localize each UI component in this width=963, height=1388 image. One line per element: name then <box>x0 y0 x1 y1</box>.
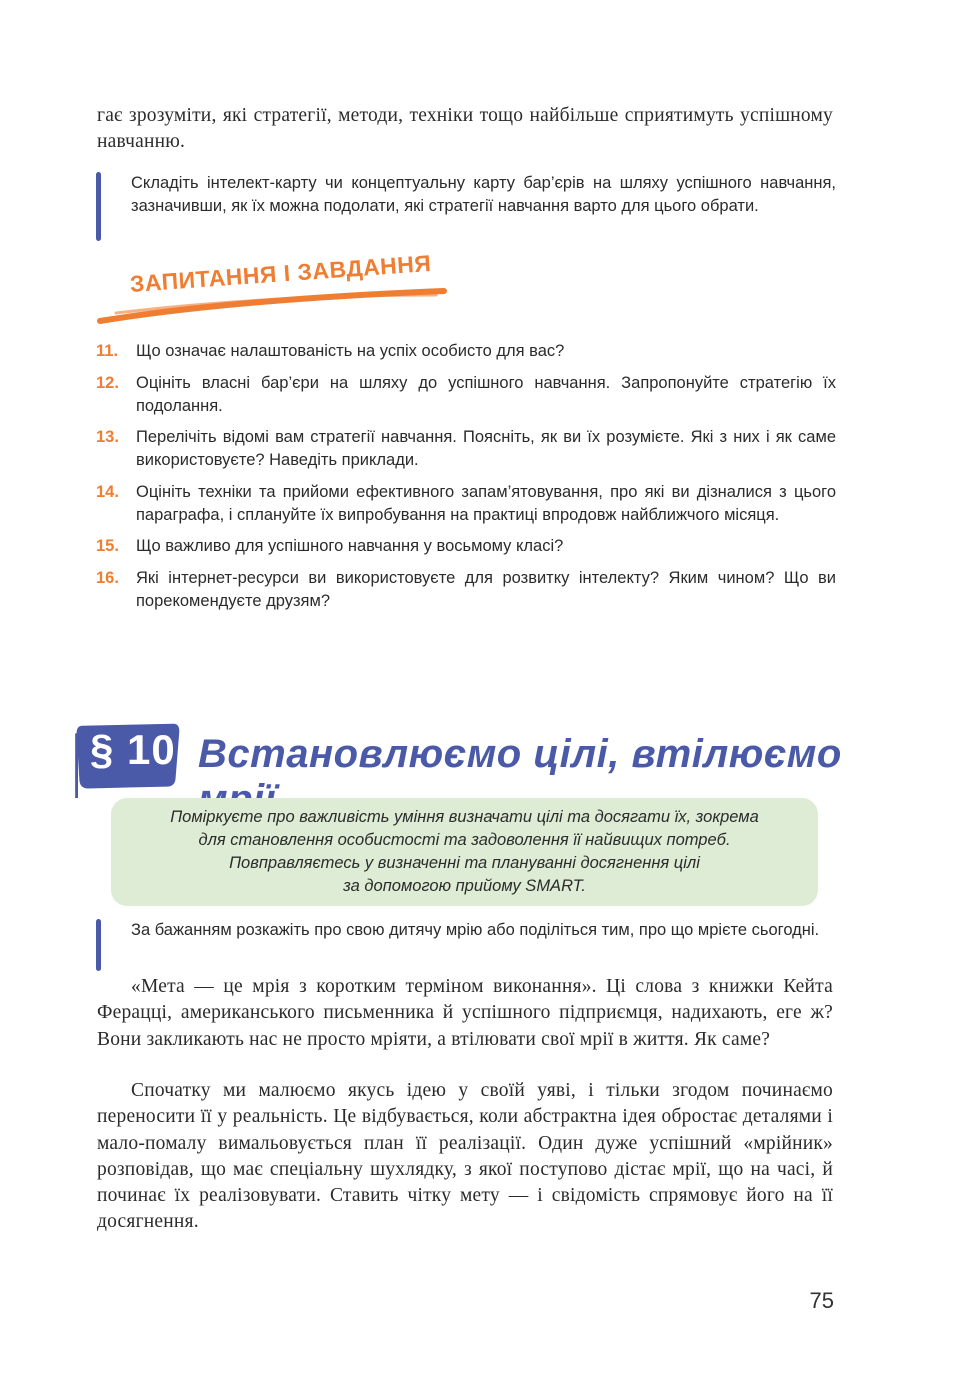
question-item <box>96 426 836 472</box>
goals-line: Поміркуєте про важливість уміння визначати цілі та досягати їх, зокрема <box>170 808 759 826</box>
question-number: 16. <box>96 568 119 587</box>
question-text: Які інтернет-ресурси ви використовуєте для розвитку інтелекту? Яким чином? Що ви порекомендуєте друзям? <box>136 568 836 610</box>
questions-heading-text: ЗАПИТАННЯ І ЗАВДАННЯ <box>129 249 433 297</box>
question-number: 15. <box>96 537 119 555</box>
learning-goals-text <box>111 806 818 898</box>
questions-list <box>96 340 836 621</box>
question-number: 14. <box>96 482 119 501</box>
section-title: Встановлюємо цілі, втілюємо <box>198 732 842 776</box>
question-number: 13. <box>96 428 119 446</box>
task-callout-text: Складіть інтелект-карту чи концептуальну карту бар’єрів на шляху успішного навчання, зазначивши, як їх можна подолати, які стратегії навчання варто для цього обрати. <box>131 174 836 215</box>
page-number: 75 <box>809 1288 834 1313</box>
goals-line: за допомогою прийому SMART. <box>343 877 586 895</box>
question-item <box>96 535 836 558</box>
question-text: Перелічіть відомі вам стратегії навчання. Поясніть, як ви їх розумієте. Які з них і як саме використовуєте? Наведіть приклади. <box>136 428 836 469</box>
question-number: 12. <box>96 373 119 392</box>
question-text: Оцініть техніки та прийоми ефективного запам’ятовування, про які ви дізналися з цього параграфа, і сплануйте їх випробування на практиці впродовж найближчого місяця. <box>136 482 836 524</box>
callout-bar <box>96 172 101 241</box>
learning-goals-box <box>111 798 818 906</box>
discussion-callout-text: За бажанням розкажіть про свою дитячу мрію або поділіться тим, про що мрієте сьогодні. <box>131 921 820 939</box>
discussion-callout <box>96 919 836 971</box>
question-item <box>96 340 836 363</box>
question-text: Оцініть власні бар’єри на шляху до успішного навчання. Запропонуйте стратегію їх подолання. <box>136 373 836 415</box>
goals-line: для становлення особистості та задоволення її найвищих потреб. <box>198 831 731 849</box>
goals-line: Повправляєтесь у визначенні та плануванні досягнення цілі <box>229 854 700 872</box>
question-text: Що означає налаштованість на успіх особисто для вас? <box>136 342 565 360</box>
questions-heading <box>96 249 456 330</box>
question-item <box>96 372 836 418</box>
task-callout <box>96 172 836 241</box>
section-number: § 10 <box>90 726 176 773</box>
intro-paragraph: гає зрозуміти, які стратегії, методи, техніки тощо найбільше сприятимуть успішному навчанню. <box>97 105 833 152</box>
question-item <box>96 567 836 613</box>
question-text: Що важливо для успішного навчання у восьмому класі? <box>136 537 564 555</box>
body-paragraph: Спочатку ми малюємо якусь ідею у своїй уяві, і тільки згодом починаємо переносити її у реальність. Це відбувається, коли абстрактна ідея обростає деталями і мало-помалу вимальовується план її реалізації. Один дуже успішний «мрійник» розповідав, що має спеціальну шухлядку, з якої поступово дістає мрії, що на часі, й починає їх реалізовувати. Ставить чітку мету — і свідомість спрямовує його на її досягнення. <box>97 1080 833 1233</box>
section-header <box>72 720 852 810</box>
question-item <box>96 481 836 527</box>
question-number: 11. <box>96 342 119 360</box>
body-paragraph: «Мета — це мрія з коротким терміном виконання». Ці слова з книжки Кейта Ферацці, американського письменника й успішного підприємця, надихають, еге ж? Вони закликають нас не просто мріяти, а втілювати свої мрії в життя. Як саме? <box>97 976 833 1050</box>
callout-bar <box>96 919 101 971</box>
